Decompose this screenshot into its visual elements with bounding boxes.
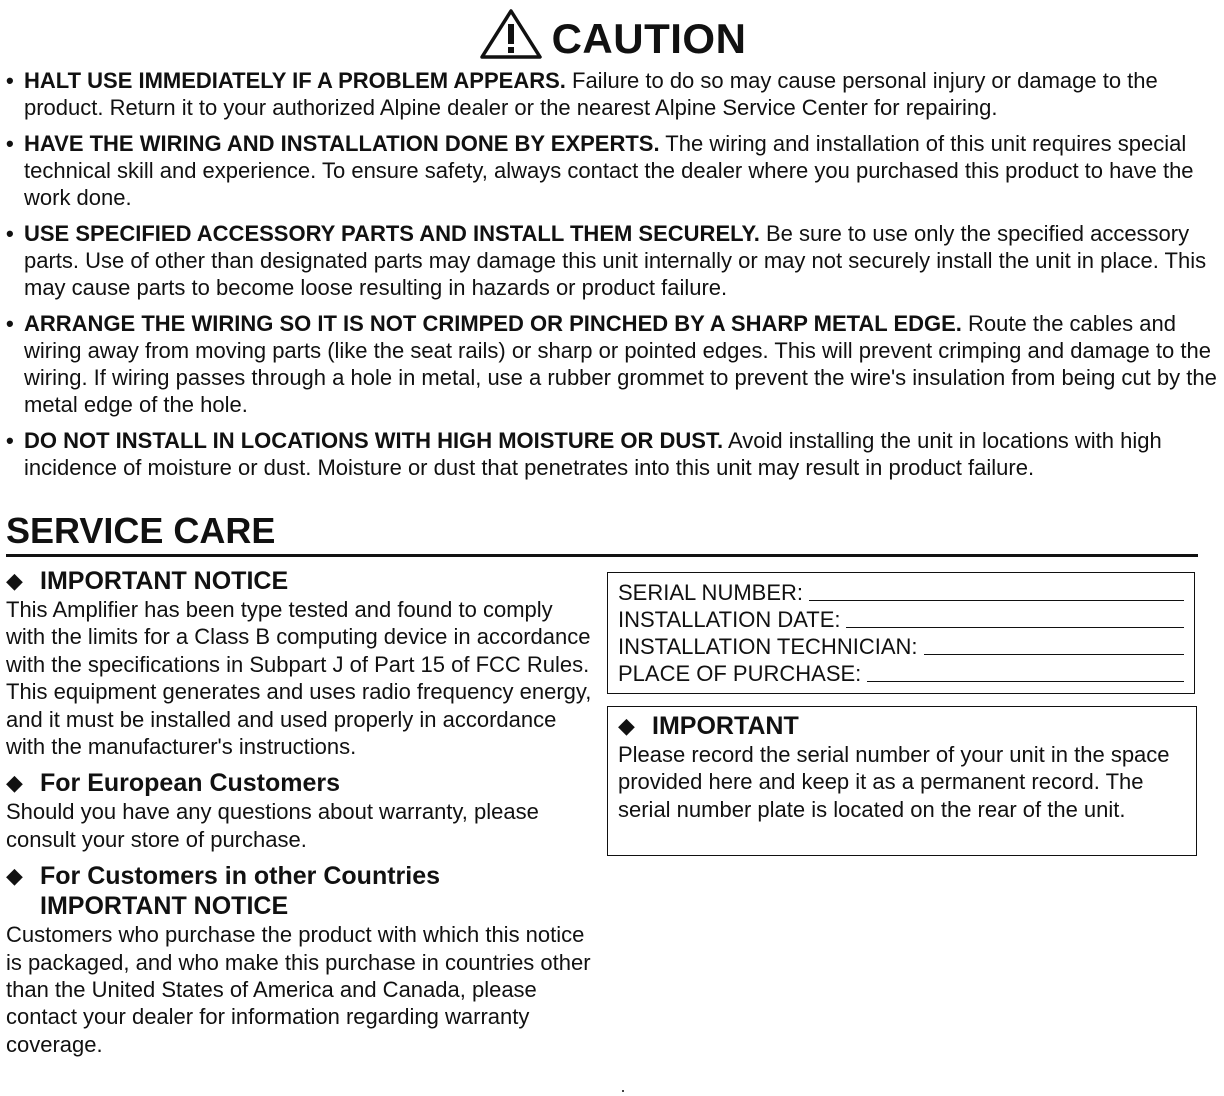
bullet-dot: • — [6, 221, 14, 246]
place-of-purchase-label: PLACE OF PURCHASE: — [618, 661, 862, 686]
heading-text: IMPORTANT NOTICE — [40, 567, 289, 595]
caution-item — [6, 310, 1218, 418]
diamond-bullet-icon: ◆ — [618, 713, 635, 738]
service-care-title: SERVICE CARE — [6, 510, 1198, 557]
caution-item-text: Be sure to use only the specified accessory parts. Use of other than designated parts may damage this unit internally or may not securely install the unit in place. This may cause parts to become loose resulting in hazards or product failure. — [24, 221, 1207, 300]
scan-speck — [622, 1090, 624, 1092]
serial-number-label: SERIAL NUMBER: — [618, 580, 804, 605]
european-customers-heading — [6, 768, 596, 798]
serial-number-field[interactable] — [809, 600, 1184, 601]
installation-technician-row — [618, 633, 1184, 660]
caution-title: CAUTION — [551, 15, 747, 62]
european-customers-body: Should you have any questions about warranty, please consult your store of purchase. — [6, 799, 539, 852]
installation-technician-field[interactable] — [924, 654, 1185, 655]
caution-item-text: Failure to do so may cause personal injury or damage to the product. Return it to your authorized Alpine dealer or the nearest Alpine Service Center for repairing. — [24, 68, 1158, 120]
diamond-bullet-icon: ◆ — [6, 770, 23, 796]
important-box — [607, 706, 1197, 856]
other-countries-body: Customers who purchase the product with which this notice is packaged, and who make this purchase in countries other than the United States of America and Canada, please contact your dealer for information regarding warranty coverage. — [6, 922, 591, 1057]
bullet-dot: • — [6, 68, 14, 93]
important-heading — [618, 711, 1186, 741]
installation-date-label: INSTALLATION DATE: — [618, 607, 841, 632]
installation-technician-label: INSTALLATION TECHNICIAN: — [618, 634, 918, 659]
diamond-bullet-icon: ◆ — [6, 568, 23, 593]
place-of-purchase-field[interactable] — [867, 681, 1184, 682]
caution-item-text: Route the cables and wiring away from moving parts (like the seat rails) or sharp or pointed edges. This will prevent crimping and damage to the wiring. If wiring passes through a hole in metal, use a rubber grommet to prevent the wire's insulation from being cut by the metal edge of the hole. — [24, 311, 1217, 417]
bullet-dot: • — [6, 428, 14, 453]
service-care-left-column — [6, 566, 596, 1066]
caution-item — [6, 427, 1218, 481]
important-notice-body: This Amplifier has been type tested and found to comply with the limits for a Class B computing device in accordance with the specifications in Subpart J of Part 15 of FCC Rules. This equipment generates and uses radio frequency energy, and it must be installed and used properly in accordance with the manufacturer's instructions. — [6, 597, 592, 760]
bullet-dot: • — [6, 131, 14, 156]
other-countries-heading — [6, 861, 596, 921]
record-form-box — [607, 572, 1195, 694]
caution-item — [6, 67, 1218, 121]
heading-text-second-line: IMPORTANT NOTICE — [40, 892, 289, 921]
caution-item-text: Avoid installing the unit in locations with high incidence of moisture or dust. Moisture or dust that penetrates into this unit may result in product failure. — [24, 428, 1162, 480]
important-notice-heading — [6, 566, 596, 596]
caution-item-lead: HALT USE IMMEDIATELY IF A PROBLEM APPEARS. — [24, 68, 566, 93]
caution-item-lead: DO NOT INSTALL IN LOCATIONS WITH HIGH MOISTURE OR DUST. — [24, 428, 724, 453]
diamond-bullet-icon: ◆ — [6, 863, 23, 889]
installation-date-row — [618, 606, 1184, 633]
heading-text: For Customers in other Countries — [40, 862, 441, 891]
caution-item — [6, 220, 1218, 301]
heading-text: IMPORTANT — [652, 712, 799, 740]
serial-number-row — [618, 579, 1184, 606]
important-body: Please record the serial number of your unit in the space provided here and keep it as a permanent record. The serial number plate is located on the rear of the unit. — [618, 742, 1170, 822]
caution-header — [0, 0, 1224, 66]
heading-text: For European Customers — [40, 769, 341, 798]
caution-item-lead: USE SPECIFIED ACCESSORY PARTS AND INSTALL THEM SECURELY. — [24, 221, 760, 246]
caution-item-lead: HAVE THE WIRING AND INSTALLATION DONE BY EXPERTS. — [24, 131, 660, 156]
place-of-purchase-row — [618, 660, 1184, 687]
installation-date-field[interactable] — [846, 627, 1184, 628]
caution-item — [6, 130, 1218, 211]
caution-item-lead: ARRANGE THE WIRING SO IT IS NOT CRIMPED OR PINCHED BY A SHARP METAL EDGE. — [24, 311, 962, 336]
caution-list — [6, 67, 1218, 490]
warning-triangle-icon — [478, 7, 544, 61]
bullet-dot: • — [6, 311, 14, 336]
caution-item-text: The wiring and installation of this unit requires special technical skill and experience. To ensure safety, always contact the dealer where you purchased this product to have the work done. — [24, 131, 1194, 210]
